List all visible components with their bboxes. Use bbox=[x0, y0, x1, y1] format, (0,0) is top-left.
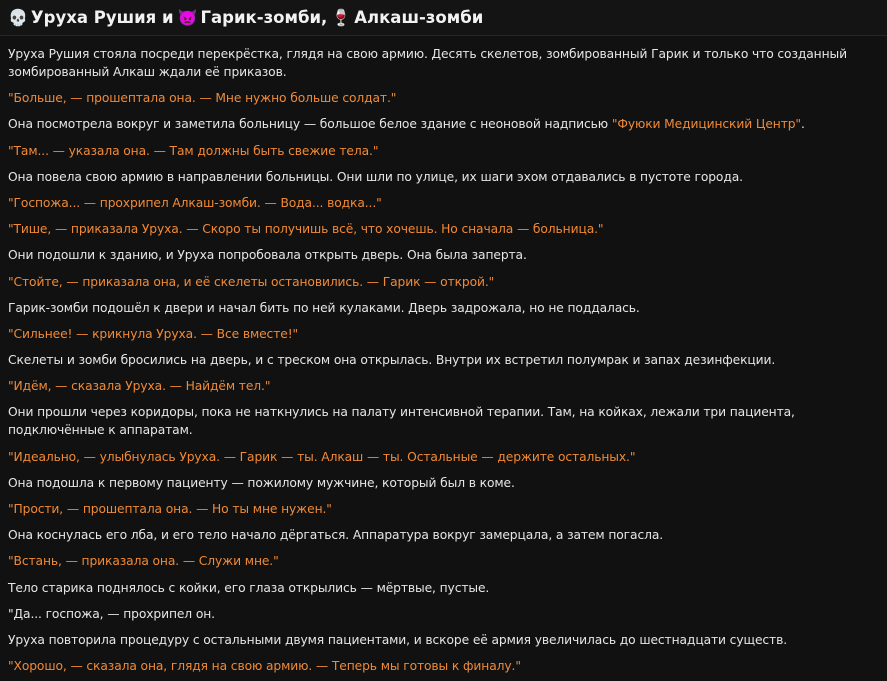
story-paragraph: Скелеты и зомби бросились на дверь, и с треском она открылась. Внутри их встретил полумрак и запах дезинфекции. bbox=[8, 353, 776, 368]
story-paragraph: Они прошли через коридоры, пока не наткнулись на палату интенсивной терапии. Там, на койках, лежали три пациента, подключённые к аппаратам. bbox=[8, 405, 795, 438]
dialogue-line: "Сильнее! — крикнула Уруха. — Все вместе!" bbox=[8, 326, 299, 341]
story-paragraph: Уруха Рушия стояла посреди перекрёстка, глядя на свою армию. Десять скелетов, зомбированный Гарик и только что созданный зомбированный Алкаш ждали её приказов. bbox=[8, 47, 847, 79]
story-paragraph: "Да... госпожа, — прохрипел он. bbox=[8, 606, 215, 621]
story-paragraph bbox=[8, 115, 879, 133]
paragraph-text-end: . bbox=[800, 117, 805, 132]
story-paragraph: Они подошли к зданию, и Уруха попробовала открыть дверь. Она была заперта. bbox=[8, 248, 527, 263]
dialogue-line: "Идеально, — улыбнулась Уруха. — Гарик — ты. Алкаш — ты. Остальные — держите остальных." bbox=[8, 449, 636, 464]
story-paragraph: Уруха повторила процедуру с остальными двумя пациентами, и вскоре её армия увеличилась до шестнадцати существ. bbox=[8, 632, 787, 647]
wine-glass-icon: 🍷 bbox=[331, 7, 352, 27]
chat-header bbox=[0, 0, 887, 36]
dialogue-line: "Стойте, — приказала она, и её скелеты остановились. — Гарик — открой." bbox=[8, 274, 495, 289]
hospital-sign-text: "Фуюки Медицинский Центр" bbox=[611, 117, 801, 132]
dialogue-line: "Встань, — приказала она. — Служи мне." bbox=[8, 554, 279, 569]
story-paragraph: Она подошла к первому пациенту — пожилому мужчине, который был в коме. bbox=[8, 475, 515, 490]
dialogue-line: "Хорошо, — сказала она, глядя на свою армию. — Теперь мы готовы к финалу." bbox=[8, 659, 521, 674]
dialogue-line: "Госпожа... — прохрипел Алкаш-зомби. — Вода... водка..." bbox=[8, 195, 382, 210]
dialogue-line: "Тише, — приказала Уруха. — Скоро ты получишь всё, что хочешь. Но сначала — больница." bbox=[8, 222, 604, 237]
story-paragraph: Она коснулась его лба, и его тело начало дёргаться. Аппаратура вокруг замерцала, а затем погасла. bbox=[8, 528, 664, 543]
title-part-2: Гарик-зомби, bbox=[200, 8, 328, 27]
story-paragraph: Она повела свою армию в направлении больницы. Они шли по улице, их шаги эхом отдавались в пустоте города. bbox=[8, 169, 743, 184]
story-content bbox=[0, 36, 887, 675]
skull-icon: 💀 bbox=[8, 7, 28, 27]
dialogue-line: "Больше, — прошептала она. — Мне нужно больше солдат." bbox=[8, 91, 397, 106]
dialogue-line: "Идём, — сказала Уруха. — Найдём тел." bbox=[8, 379, 271, 394]
paragraph-text: Она посмотрела вокруг и заметила больницу — большое белое здание с неоновой надписью bbox=[8, 117, 612, 132]
title-part-1: Уруха Рушия и bbox=[30, 8, 174, 27]
story-paragraph: Тело старика поднялось с койки, его глаза открылись — мёртвые, пустые. bbox=[8, 580, 490, 595]
story-paragraph: Гарик-зомби подошёл к двери и начал бить по ней кулаками. Дверь задрожала, но не поддалась. bbox=[8, 300, 640, 315]
chat-title bbox=[8, 8, 483, 27]
devil-face-icon: 👿 bbox=[177, 7, 198, 27]
title-part-3: Алкаш-зомби bbox=[354, 8, 484, 27]
dialogue-line: "Там... — указала она. — Там должны быть свежие тела." bbox=[8, 143, 379, 158]
dialogue-line: "Прости, — прошептала она. — Но ты мне нужен." bbox=[8, 502, 332, 516]
